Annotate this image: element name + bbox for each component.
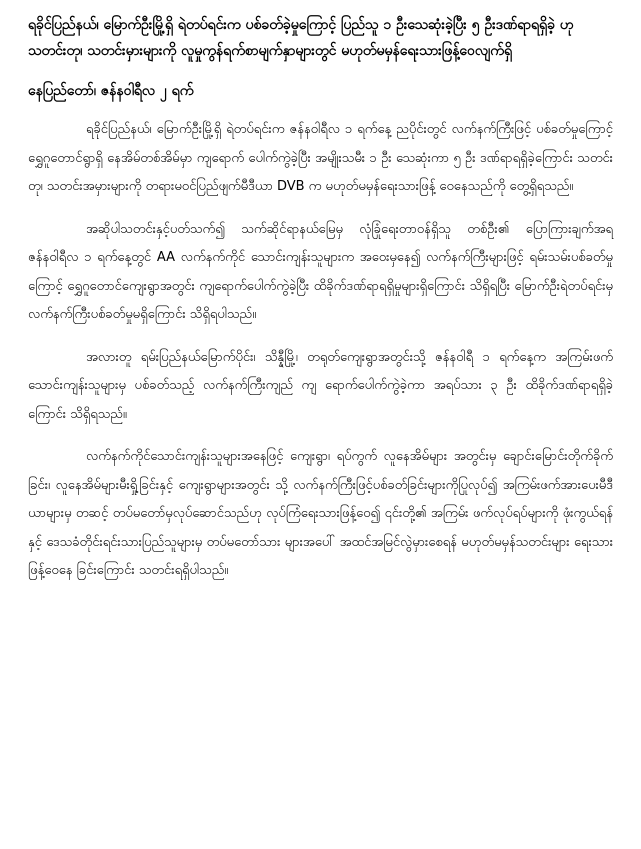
document-page (28, 12, 613, 600)
article-headline: ရခိုင်ပြည်နယ်၊ မြောက်ဦးမြို့ရှိ ရဲတပ်ရင်းက ပစ်ခတ်ခဲ့မှုကြောင့် ပြည်သူ ၁ ဦးသေဆုံးခဲ့ပြီး ၅ ဦးဒဏ်ရာရရှိခဲ့ ဟု သတင်းတု၊ သတင်းမှားများကို လူမှုကွန်ရက်စာမျက်နှာများတွင် မဟုတ်မမှန်ရေးသားဖြန့်ဝေလျက်ရှိ (28, 17, 574, 59)
article-paragraph-1: ရခိုင်ပြည်နယ်၊ မြောက်ဦးမြို့ရှိ ရဲတပ်ရင်းက ဇန်နဝါရီလ ၁ ရက်နေ့ ညပိုင်းတွင် လက်နက်ကြီးဖြင့် ပစ်ခတ်မှုကြောင့် ရွှေဂူတောင်ရွာရှိ နေအိမ်တစ်အိမ်မှာ ကျရောက် ပေါက်ကွဲခဲ့ပြီး အမျိုးသမီး ၁ ဦး သေဆုံးကာ ၅ ဦး ဒဏ်ရာရရှိခဲ့ကြောင်း သတင်းတု၊ သတင်းအမှားများကို တရားမဝင်ပြည်ဖျက်မီဒီယာ DVB က မဟုတ်မမှန်ရေးသားဖြန့် ဝေနေသည်ကို တွေ့ရှိရသည်။ (28, 122, 613, 194)
article-paragraph-4: လက်နက်ကိုင်သောင်းကျန်းသူများအနေဖြင့် ကျေးရွာ၊ ရပ်ကွက် လူနေအိမ်များ အတွင်းမှ ချောင်းမြောင်းတိုက်ခိုက်ခြင်း၊ လူနေအိမ်များမီးရှို့ခြင်းနှင့် ကျေးရွာများအတွင်း သို့ လက်နက်ကြီးဖြင့်ပစ်ခတ်ခြင်းများကိုပြုလုပ်၍ အကြမ်းဖက်အားပေးမီဒီယာများမှ တဆင့် တပ်မတော်မှလုပ်ဆောင်သည်ဟု လုပ်ကြံရေးသားဖြန့်ဝေ၍ ၎င်းတို့၏ အကြမ်း ဖက်လုပ်ရပ်များကို ဖုံးကွယ်ရန်နှင့် ဒေသခံတိုင်းရင်းသားပြည်သူများမှ တပ်မတော်သား များအပေါ် အထင်အမြင်လွဲမှားစေရန် မဟုတ်မမှန်သတင်းများ ရေးသားဖြန့်ဝေနေ ခြင်းကြောင်း သတင်းရရှိပါသည်။ (28, 449, 613, 578)
article-paragraph-3: အလားတူ ရမ်းပြည်နယ်မြောက်ပိုင်း၊ သိန္နီမြို့၊ တရုတ်ကျေးရွာအတွင်းသို့ ဇန်နဝါရီ ၁ ရက်နေ့က အကြမ်းဖက်သောင်းကျန်းသူများမှ ပစ်ခတ်သည့် လက်နက်ကြီးကျည် ကျ ရောက်ပေါက်ကွဲခဲ့ကာ အရပ်သား ၃ ဦး ထိခိုက်ဒဏ်ရာရရှိခဲ့ကြောင်း သိရှိရသည်။ (28, 349, 613, 422)
article-paragraph-2: အဆိုပါသတင်းနှင့်ပတ်သက်၍ သက်ဆိုင်ရာနယ်မြေမှ လုံခြုံရေးတာဝန်ရှိသူ တစ်ဦး၏ ပြောကြားချက်အရ ဇန်နဝါရီလ ၁ ရက်နေ့တွင် AA လက်နက်ကိုင် သောင်းကျန်းသူများက အဝေးမှနေ၍ လက်နက်ကြီးများဖြင့် ရမ်းသမ်းပစ်ခတ်မှုကြောင့် ရွှေဂူတောင်ကျေးရွာအတွင်း ကျရောက်ပေါက်ကွဲခဲ့ပြီး ထိခိုက်ဒဏ်ရာရရှိမှုများရှိကြောင်း သိရှိရပြီး မြောက်ဦးရဲတပ်ရင်းမှ လက်နက်ကြီးပစ်ခတ်မှုမရှိကြောင်း သိရှိရပါသည်။ (28, 221, 613, 322)
article-dateline: နေပြည်တော်၊ ဇန်နဝါရီလ ၂ ရက် (28, 83, 194, 99)
